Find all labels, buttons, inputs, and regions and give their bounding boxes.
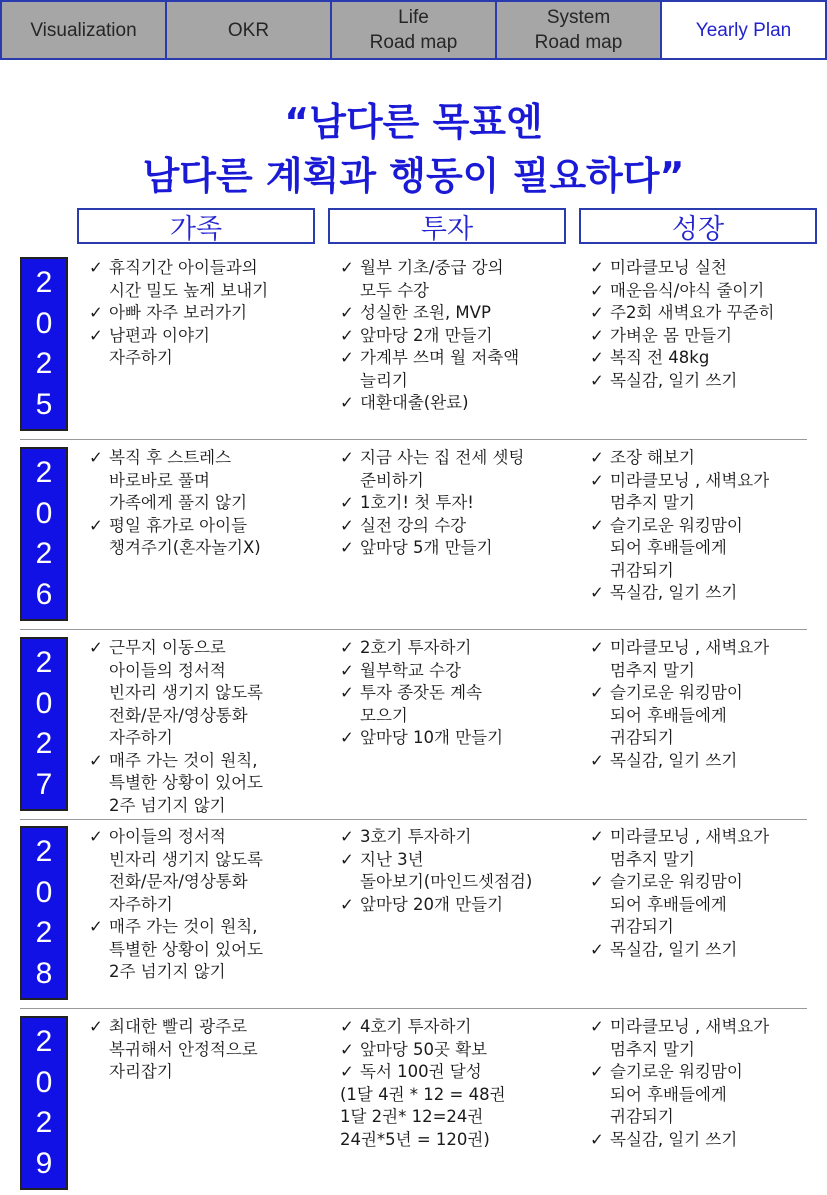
goal-list-investment <box>340 257 575 415</box>
row-divider <box>20 629 807 630</box>
goal-list-growth <box>590 257 822 392</box>
goal-item: ✓ 미라클모닝 실천 <box>590 257 822 280</box>
year-digit: 2 <box>35 834 53 868</box>
goal-list-family <box>89 447 321 560</box>
tab-visualization[interactable]: Visualization <box>0 0 166 60</box>
goal-item: ✓ 3호기 투자하기 <box>340 826 575 849</box>
goal-list-family <box>89 257 321 370</box>
top-nav-tabs <box>0 0 827 60</box>
goal-item: ✓ 지난 3년 돌아보기(마인드셋점검) <box>340 849 575 894</box>
row-divider <box>20 1008 807 1009</box>
year-digit: 2 <box>35 645 53 679</box>
goal-item: ✓ 목실감, 일기 쓰기 <box>590 939 822 962</box>
goal-item: ✓ 미라클모닝 , 새벽요가 멈추지 말기 <box>590 826 822 871</box>
goal-item: ✓ 2호기 투자하기 <box>340 637 575 660</box>
goal-item: ✓ 슬기로운 워킹맘이 되어 후배들에게 귀감되기 <box>590 682 822 750</box>
title-line-1: “남다른 목표엔 <box>284 100 543 144</box>
year-digit: 0 <box>35 875 53 909</box>
tab-yearly-plan[interactable]: Yearly Plan <box>661 0 827 60</box>
goal-list-family <box>89 637 321 817</box>
goal-item: ✓ 조장 해보기 <box>590 447 822 470</box>
year-digit: 2 <box>35 537 53 571</box>
title-line-2: 남다른 계획과 행동이 필요하다” <box>142 154 685 198</box>
goal-item: ✓ 목실감, 일기 쓰기 <box>590 750 822 773</box>
goal-list-growth <box>590 447 822 605</box>
goal-item: (1달 4권 * 12 = 48권 1달 2권* 12=24권 24권*5년 = 120권) <box>340 1084 506 1149</box>
goal-item: ✓ 독서 100권 달성 <box>340 1061 575 1084</box>
goal-item: ✓ 미라클모닝 , 새벽요가 멈추지 말기 <box>590 470 822 515</box>
goal-item: ✓ 앞마당 10개 만들기 <box>340 727 575 750</box>
goal-item: ✓ 투자 종잣돈 계속 모으기 <box>340 682 575 727</box>
goal-item: ✓ 복직 전 48kg <box>590 347 822 370</box>
goal-list-investment <box>340 1016 575 1151</box>
goal-item: ✓ 미라클모닝 , 새벽요가 멈추지 말기 <box>590 1016 822 1061</box>
column-header-family: 가족 <box>77 208 315 244</box>
goal-item: ✓ 슬기로운 워킹맘이 되어 후배들에게 귀감되기 <box>590 1061 822 1129</box>
goal-item: ✓ 남편과 이야기 자주하기 <box>89 325 321 370</box>
goal-list-investment <box>340 637 575 750</box>
year-badge <box>20 826 68 1000</box>
year-digit: 2 <box>35 916 53 950</box>
goal-item: ✓ 가벼운 몸 만들기 <box>590 325 822 348</box>
goal-item: ✓ 월부 기초/중급 강의 모두 수강 <box>340 257 575 302</box>
goal-list-family <box>89 1016 321 1084</box>
goal-item: ✓ 1호기! 첫 투자! <box>340 492 575 515</box>
page-title <box>0 95 827 203</box>
goal-list-growth <box>590 826 822 961</box>
year-digit: 2 <box>35 455 53 489</box>
goal-item: ✓ 매주 가는 것이 원칙, 특별한 상황이 있어도 2주 넘기지 않기 <box>89 916 321 984</box>
goal-item: ✓ 최대한 빨리 광주로 복귀해서 안정적으로 자리잡기 <box>89 1016 321 1084</box>
goal-list-growth <box>590 1016 822 1151</box>
year-badge <box>20 447 68 621</box>
column-header-investment: 투자 <box>328 208 566 244</box>
goal-item: ✓ 평일 휴가로 아이들 챙겨주기(혼자놀기X) <box>89 515 321 560</box>
goal-list-family <box>89 826 321 984</box>
year-digit: 2 <box>35 1106 53 1140</box>
year-digit: 2 <box>35 727 53 761</box>
year-digit: 8 <box>35 957 53 991</box>
goal-item: ✓ 4호기 투자하기 <box>340 1016 575 1039</box>
goal-list-investment <box>340 826 575 916</box>
goal-item: ✓ 아이들의 정서적 빈자리 생기지 않도록 전화/문자/영상통화 자주하기 <box>89 826 321 916</box>
goal-item: ✓ 앞마당 2개 만들기 <box>340 325 575 348</box>
tab-okr[interactable]: OKR <box>166 0 331 60</box>
goal-item: ✓ 슬기로운 워킹맘이 되어 후배들에게 귀감되기 <box>590 871 822 939</box>
row-divider <box>20 439 807 440</box>
goal-item: ✓ 주2회 새벽요가 꾸준히 <box>590 302 822 325</box>
year-digit: 0 <box>35 1065 53 1099</box>
goal-item: ✓ 월부학교 수강 <box>340 660 575 683</box>
goal-item: ✓ 가계부 쓰며 월 저축액 늘리기 <box>340 347 575 392</box>
year-digit: 7 <box>35 768 53 802</box>
goal-item: ✓ 슬기로운 워킹맘이 되어 후배들에게 귀감되기 <box>590 515 822 583</box>
goal-item: ✓ 미라클모닝 , 새벽요가 멈추지 말기 <box>590 637 822 682</box>
tab-system-road-map[interactable]: System Road map <box>496 0 661 60</box>
year-digit: 0 <box>35 306 53 340</box>
year-digit: 2 <box>35 1024 53 1058</box>
year-badge <box>20 1016 68 1190</box>
goal-item: ✓ 앞마당 5개 만들기 <box>340 537 575 560</box>
goal-item: ✓ 실전 강의 수강 <box>340 515 575 538</box>
goal-item: ✓ 근무지 이동으로 아이들의 정서적 빈자리 생기지 않도록 전화/문자/영상통화 자주하기 <box>89 637 321 750</box>
year-badge <box>20 257 68 431</box>
tab-life-road-map[interactable]: Life Road map <box>331 0 496 60</box>
goal-item: ✓ 복직 후 스트레스 바로바로 풀며 가족에게 풀지 않기 <box>89 447 321 515</box>
goal-item: ✓ 앞마당 20개 만들기 <box>340 894 575 917</box>
goal-item: ✓ 목실감, 일기 쓰기 <box>590 582 822 605</box>
goal-list-growth <box>590 637 822 772</box>
row-divider <box>20 819 807 820</box>
goal-item: ✓ 목실감, 일기 쓰기 <box>590 1129 822 1152</box>
goal-item: ✓ 매운음식/야식 줄이기 <box>590 280 822 303</box>
year-digit: 9 <box>35 1147 53 1181</box>
year-badge <box>20 637 68 811</box>
goal-item: ✓ 아빠 자주 보러가기 <box>89 302 321 325</box>
goal-item: ✓ 앞마당 50곳 확보 <box>340 1039 575 1062</box>
goal-item: ✓ 성실한 조원, MVP <box>340 302 575 325</box>
year-digit: 2 <box>35 265 53 299</box>
goal-item: ✓ 지금 사는 집 전세 셋팅 준비하기 <box>340 447 575 492</box>
goal-item: ✓ 매주 가는 것이 원칙, 특별한 상황이 있어도 2주 넘기지 않기 <box>89 750 321 818</box>
year-digit: 2 <box>35 347 53 381</box>
column-header-growth: 성장 <box>579 208 817 244</box>
year-digit: 6 <box>35 578 53 612</box>
year-digit: 5 <box>35 388 53 422</box>
year-digit: 0 <box>35 496 53 530</box>
year-digit: 0 <box>35 686 53 720</box>
goal-item: ✓ 대환대출(완료) <box>340 392 575 415</box>
goal-list-investment <box>340 447 575 560</box>
goal-item: ✓ 휴직기간 아이들과의 시간 밀도 높게 보내기 <box>89 257 321 302</box>
goal-item: ✓ 목실감, 일기 쓰기 <box>590 370 822 393</box>
